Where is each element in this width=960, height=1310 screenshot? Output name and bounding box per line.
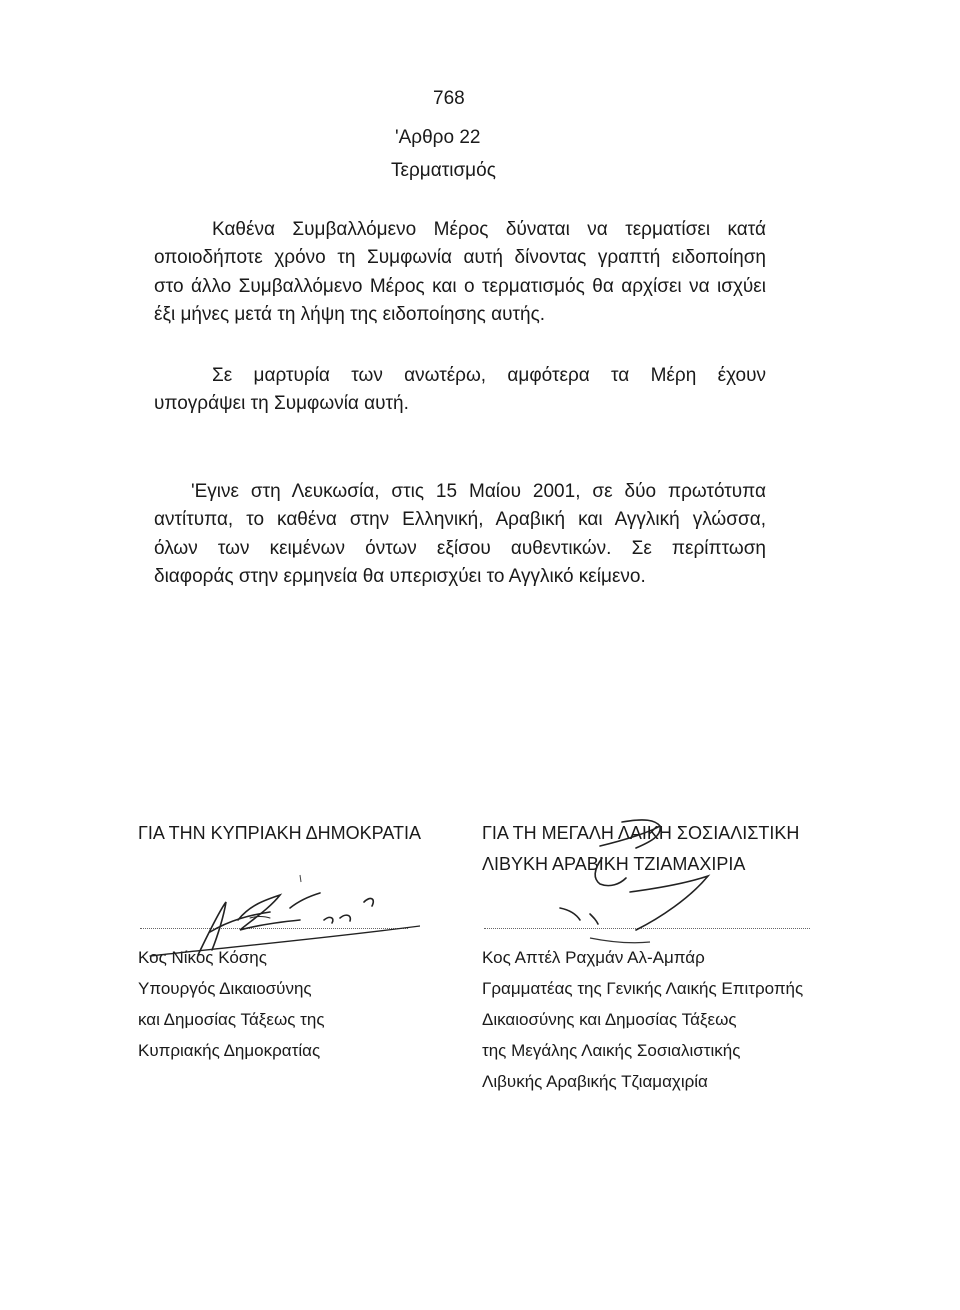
signatory-country-header: ΓΙΑ ΤΗΝ ΚΥΠΡΙΑΚΗ ΔΗΜΟΚΡΑΤΙΑ: [138, 823, 421, 843]
signatory-title-line: Υπουργός Δικαιοσύνης: [138, 979, 312, 998]
text-line: αντίτυπα, το καθένα στην Ελληνική, Αραβική και Αγγλική γλώσσα,: [154, 509, 766, 531]
handwritten-signature-right: [540, 818, 740, 968]
page-number: 768: [433, 88, 465, 109]
text-line: διαφοράς στην ερμηνεία θα υπερισχύει το Αγγλικό κείμενο.: [154, 565, 646, 587]
handwritten-signature-left: [140, 860, 420, 970]
signatory-country-header: ΛΙΒΥΚΗ ΑΡΑΒΙΚΗ ΤΖΙΑΜΑΧΙΡΙΑ: [482, 854, 746, 874]
signatory-country-header: ΓΙΑ ΤΗ ΜΕΓΑΛΗ ΛΑΙΚΗ ΣΟΣΙΑΛΙΣΤΙΚΗ: [482, 823, 800, 843]
signatory-title-line: Γραμματέας της Γενικής Λαικής Επιτροπής: [482, 979, 804, 998]
text-line: υπογράψει τη Συμφωνία αυτή.: [154, 393, 409, 415]
text-line: 'Εγινε στη Λευκωσία, στις 15 Μαίου 2001, σε δύο πρωτότυπα: [191, 481, 766, 502]
witness-paragraph: [154, 362, 766, 419]
article-subtitle: Τερματισμός: [391, 160, 496, 181]
signatory-title-line: και Δημοσίας Τάξεως της: [138, 1010, 325, 1029]
signatory-name: Κος Απτέλ Ραχμάν Αλ-Αμπάρ: [482, 948, 705, 967]
text-line: έξι μήνες μετά τη λήψη της ειδοποίησης αυτής.: [154, 303, 546, 325]
signatory-title-line: Λιβυκής Αραβικής Τζιαμαχιρία: [482, 1072, 708, 1091]
text-line: οποιοδήποτε χρόνο τη Συμφωνία αυτή δίνοντας γραπτή ειδοποίηση: [154, 247, 766, 269]
termination-paragraph: [154, 216, 766, 329]
signatory-title-line: της Μεγάλης Λαικής Σοσιαλιστικής: [482, 1041, 741, 1060]
article-title: 'Αρθρο 22: [395, 127, 481, 148]
text-line: όλων των κειμένων όντων εξίσου αυθεντικών. Σε περίπτωση: [154, 537, 766, 559]
signatory-title-line: Δικαιοσύνης και Δημοσίας Τάξεως: [482, 1010, 737, 1029]
text-line: Σε μαρτυρία των ανωτέρω, αμφότερα τα Μέρη έχουν: [212, 365, 766, 386]
done-at-paragraph: [154, 478, 766, 591]
text-line: Καθένα Συμβαλλόμενο Μέρος δύναται να τερματίσει κατά: [212, 219, 766, 240]
signatory-title-line: Κυπριακής Δημοκρατίας: [138, 1041, 321, 1060]
signatory-name: Κος Νίκος Κόσης: [138, 948, 267, 967]
text-line: στο άλλο Συμβαλλόμενο Μέρος και ο τερματισμός θα αρχίσει να ισχύει: [154, 275, 766, 297]
